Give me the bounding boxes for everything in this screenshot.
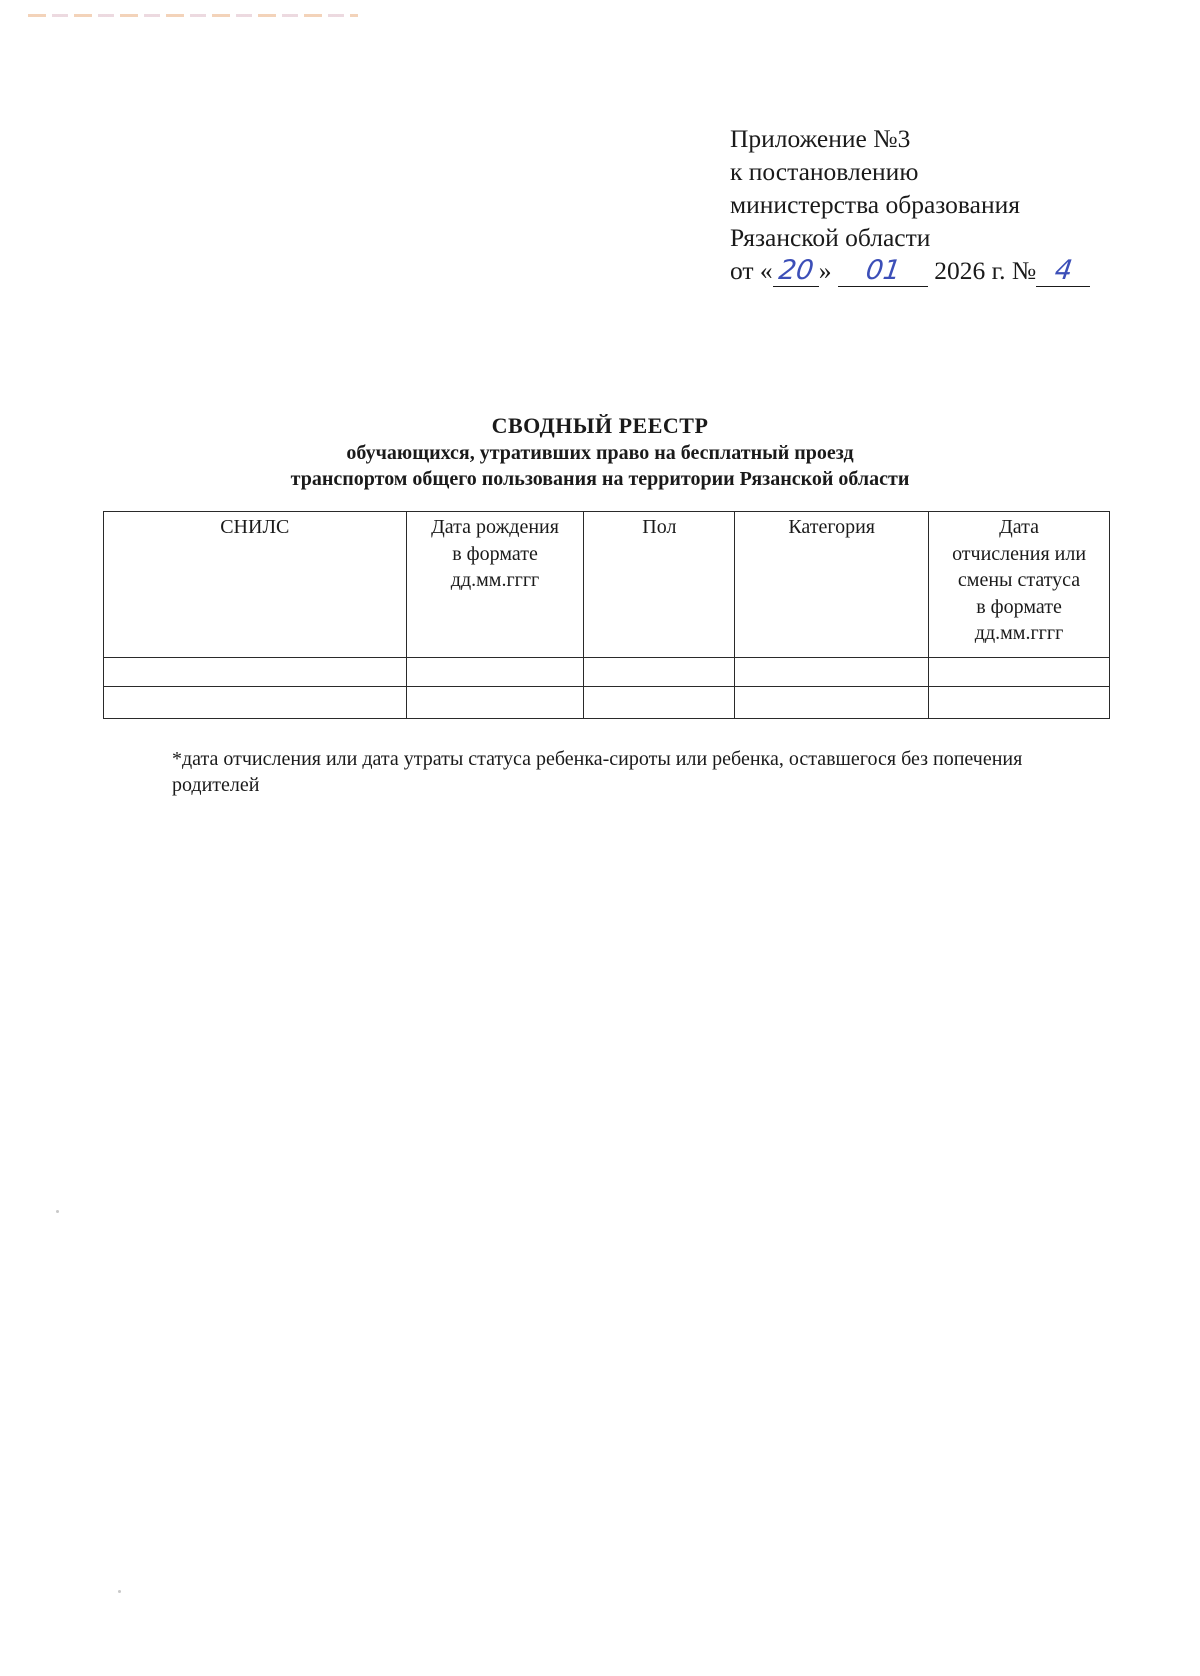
- day-close-quote: »: [818, 256, 832, 285]
- handwritten-month: 01: [863, 255, 903, 286]
- table-cell: [584, 687, 735, 719]
- header-line: Дата: [999, 516, 1039, 538]
- table-cell: [104, 687, 407, 719]
- scan-speck: [56, 1210, 59, 1213]
- table-cell: [929, 658, 1110, 687]
- header-line: Пол: [642, 516, 677, 538]
- header-line: смены статуса: [957, 569, 1081, 591]
- column-header-birth-date: [406, 512, 584, 658]
- appendix-line: Рязанской области: [730, 223, 931, 252]
- table-cell: [584, 658, 735, 687]
- registry-table: [103, 511, 1110, 719]
- handwritten-number: 4: [1052, 255, 1075, 286]
- table-row: [104, 658, 1110, 687]
- title-line: транспортом общего пользования на территории Рязанской области: [290, 468, 910, 490]
- scan-speck: [118, 1590, 121, 1593]
- title-line: обучающихся, утративших право на бесплатный проезд: [346, 442, 854, 464]
- resolution-date-line: [730, 254, 1130, 287]
- table-cell: [735, 687, 929, 719]
- column-header-expulsion-date: [929, 512, 1110, 658]
- table-row: [104, 687, 1110, 719]
- year-and-number-label: 2026 г. №: [934, 256, 1037, 285]
- header-line: дд.мм.гггг: [450, 569, 540, 591]
- handwritten-day: 20: [776, 255, 816, 286]
- header-line: в формате: [976, 595, 1062, 618]
- number-field: [1036, 256, 1090, 287]
- footnote: *дата отчисления или дата утраты статуса ребенка-сироты или ребенка, оставшегося без попечения родителей: [172, 748, 1023, 796]
- appendix-line: Приложение №3: [730, 124, 911, 153]
- document-title: [100, 412, 1100, 492]
- header-line: в формате: [452, 542, 538, 565]
- table-cell: [104, 658, 407, 687]
- table-cell: [735, 658, 929, 687]
- header-line: отчисления или: [952, 542, 1087, 565]
- header-line: Дата рождения: [431, 516, 559, 538]
- appendix-header: [730, 122, 1130, 287]
- header-line: дд.мм.гггг: [974, 622, 1064, 644]
- table-cell: [406, 687, 584, 719]
- table-cell: [929, 687, 1110, 719]
- table-cell: [406, 658, 584, 687]
- appendix-line: к постановлению: [730, 157, 919, 186]
- day-field: [773, 256, 819, 287]
- header-line: СНИЛС: [220, 516, 290, 538]
- scan-edge-mark: [28, 14, 358, 17]
- column-header-category: [735, 512, 929, 658]
- header-line: Категория: [788, 516, 876, 538]
- column-header-snils: [104, 512, 407, 658]
- date-prefix: от «: [730, 256, 773, 285]
- month-field: [838, 256, 928, 287]
- column-header-sex: [584, 512, 735, 658]
- title-main: СВОДНЫЙ РЕЕСТР: [491, 413, 709, 438]
- appendix-line: министерства образования: [730, 190, 1020, 219]
- table-header-row: [104, 512, 1110, 658]
